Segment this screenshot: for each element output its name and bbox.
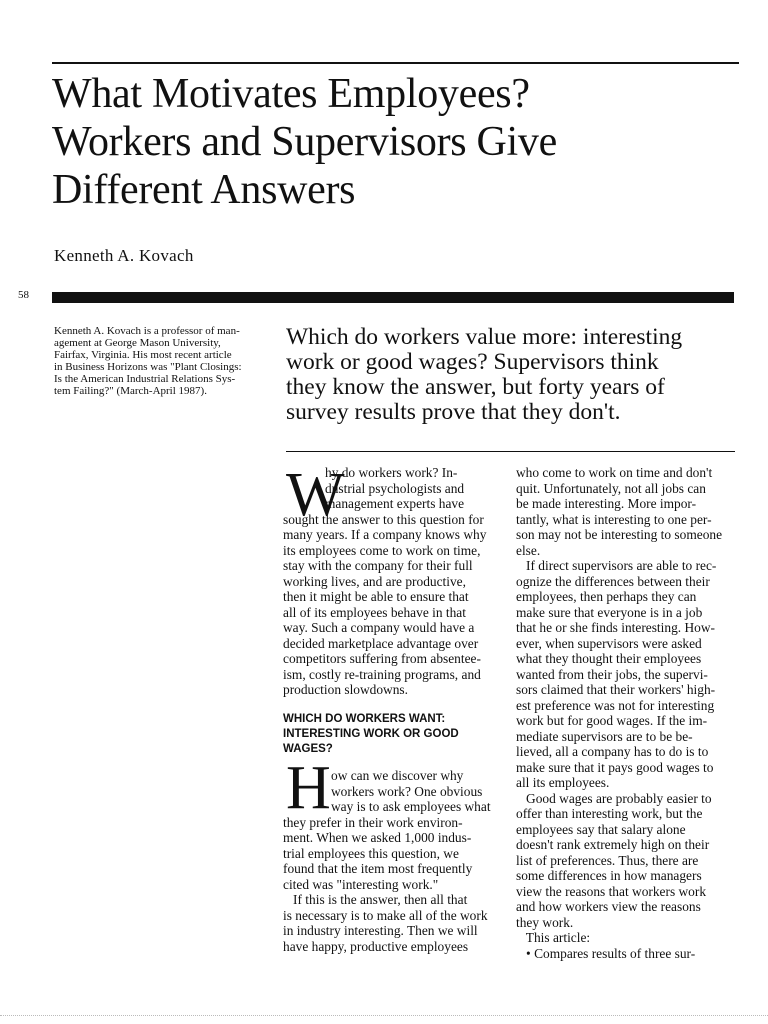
pull-quote-line: survey results prove that they don't.	[286, 399, 621, 425]
bio-line: Kenneth A. Kovach is a professor of man-	[54, 325, 240, 337]
body-line: mediate supervisors are to be be-	[516, 728, 693, 744]
body-line: make sure that it pays good wages to	[516, 759, 714, 775]
body-line: • Compares results of three sur-	[516, 945, 696, 961]
body-line: employees say that salary alone	[516, 821, 686, 837]
body-line: ow can we discover why	[331, 768, 464, 783]
body-line: trial employees this question, we	[283, 845, 459, 861]
title-line: What Motivates Employees?	[52, 71, 530, 117]
body-line: ever, when supervisors were asked	[516, 635, 702, 651]
body-line: ism, costly re-training programs, and	[283, 666, 481, 682]
body-line: what they thought their employees	[516, 651, 702, 666]
article-title	[52, 70, 742, 214]
bio-line: in Business Horizons was "Plant Closings:	[54, 361, 242, 373]
body-line: doesn't rank extremely high on their	[516, 837, 710, 852]
body-line: sought the answer to this question for	[283, 511, 484, 527]
body-line: lieved, all a company has to do is to	[516, 744, 709, 759]
body-line: list of preferences. Thus, there are	[516, 852, 699, 868]
body-line: son may not be interesting to someone	[516, 527, 723, 542]
body-line: have happy, productive employees	[283, 938, 469, 954]
body-line: This article:	[516, 930, 591, 945]
body-line: competitors suffering from absentee-	[283, 651, 481, 666]
body-line: quit. Unfortunately, not all jobs can	[516, 480, 706, 496]
title-line: Different Answers	[52, 167, 356, 213]
body-line: Good wages are probably easier to	[516, 790, 712, 806]
top-rule	[52, 62, 739, 64]
body-line: else.	[516, 542, 541, 558]
title-line: Workers and Supervisors Give	[52, 119, 557, 165]
pull-quote-line: work or good wages? Supervisors think	[286, 349, 659, 375]
body-line: ognize the differences between their	[516, 573, 710, 589]
body-line: work but for good wages. If the im-	[516, 713, 708, 728]
body-line: then it might be able to ensure that	[283, 589, 469, 604]
author-name: Kenneth A. Kovach	[54, 246, 194, 265]
body-line: If direct supervisors are able to rec-	[516, 558, 717, 573]
body-line: employees, then perhaps they can	[516, 589, 697, 604]
body-line: all of its employees behave in that	[283, 604, 466, 620]
body-line: production slowdowns.	[283, 682, 408, 697]
body-line: wanted from their jobs, the supervi-	[516, 666, 708, 682]
page-number: 58	[18, 289, 29, 301]
body-line: found that the item most frequently	[283, 861, 473, 876]
body-line: its employees come to work on time,	[283, 542, 481, 558]
body-line: many years. If a company knows why	[283, 527, 487, 542]
body-line: make sure that everyone is in a job	[516, 604, 703, 620]
pull-quote-rule	[286, 451, 735, 452]
pull-quote-line: Which do workers value more: interesting	[286, 324, 683, 350]
body-line: way is to ask employees what	[331, 799, 491, 814]
section-heading	[283, 712, 501, 757]
bio-line: agement at George Mason University,	[54, 337, 221, 349]
body-line: tantly, what is interesting to one per-	[516, 511, 712, 527]
body-line: ment. When we asked 1,000 indus-	[283, 830, 472, 845]
thick-rule	[52, 292, 734, 303]
body-line: in industry interesting. Then we will	[283, 923, 478, 938]
body-column-left-2	[283, 768, 501, 954]
body-column-left	[283, 461, 501, 698]
body-line: all its employees.	[516, 775, 610, 790]
body-line: sors claimed that their workers' high-	[516, 682, 716, 697]
body-line: that he or she finds interesting. How-	[516, 620, 715, 635]
body-line: hy do workers work? In-	[325, 465, 458, 480]
body-line: est preference was not for interesting	[516, 697, 715, 713]
section-heading-line: WHICH DO WORKERS WANT:	[283, 713, 446, 725]
body-line: is necessary is to make all of the work	[283, 907, 488, 923]
body-line: view the reasons that workers work	[516, 883, 707, 899]
drop-cap: H	[286, 754, 331, 822]
body-line: offer than interesting work, but the	[516, 806, 703, 821]
drop-cap: W	[286, 461, 345, 529]
section-heading-line: WAGES?	[283, 743, 333, 755]
pull-quote	[286, 325, 736, 425]
body-line: dustrial psychologists and	[325, 480, 465, 496]
body-line: stay with the company for their full	[283, 558, 473, 573]
body-line: cited was "interesting work."	[283, 876, 439, 892]
body-line: workers work? One obvious	[331, 783, 483, 799]
pull-quote-line: they know the answer, but forty years of	[286, 374, 665, 400]
body-line: they work.	[516, 914, 574, 930]
body-line: If this is the answer, then all that	[283, 892, 468, 907]
body-line: who come to work on time and don't	[516, 465, 713, 480]
body-line: they prefer in their work environ-	[283, 814, 463, 830]
body-line: some differences in how managers	[516, 868, 702, 883]
author-bio	[54, 325, 270, 397]
body-line: be made interesting. More impor-	[516, 496, 697, 511]
scan-edge-artifact	[0, 1015, 768, 1017]
bio-line: tem Failing?" (March-April 1987).	[54, 385, 207, 397]
body-line: working lives, and are productive,	[283, 573, 466, 589]
body-column-right	[516, 465, 738, 961]
body-line: way. Such a company would have a	[283, 620, 475, 635]
bio-line: Fairfax, Virginia. His most recent article	[54, 349, 232, 361]
body-line: and how workers view the reasons	[516, 899, 701, 914]
body-line: decided marketplace advantage over	[283, 635, 479, 651]
body-line: management experts have	[325, 496, 465, 511]
section-heading-line: INTERESTING WORK OR GOOD	[283, 728, 459, 740]
bio-line: Is the American Industrial Relations Sys-	[54, 373, 236, 385]
